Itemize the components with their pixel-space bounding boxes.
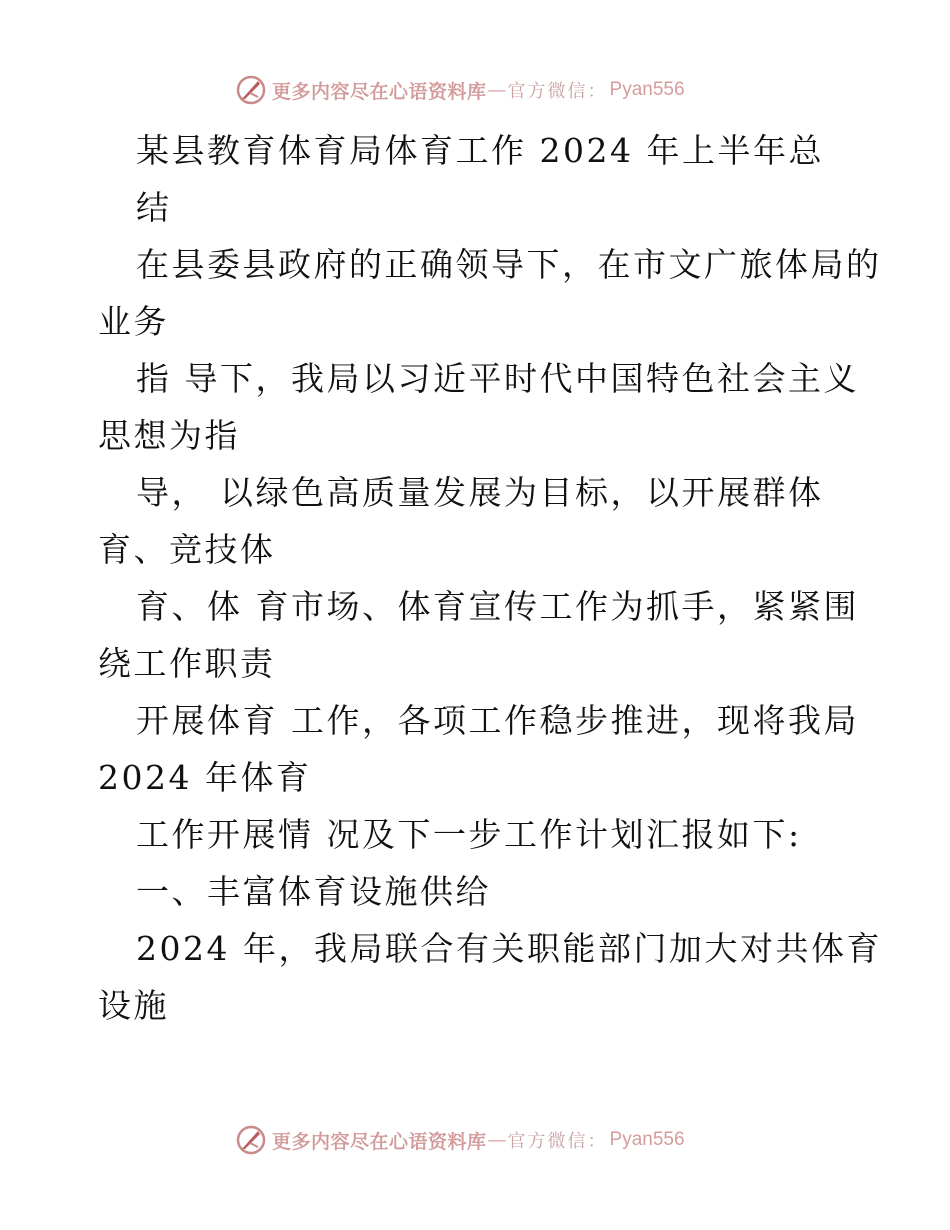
watermark-label: 官方微信： bbox=[507, 1131, 608, 1152]
title-line-2: 结 bbox=[136, 188, 172, 227]
watermark-dash: — bbox=[487, 79, 507, 101]
watermark-label: 官方微信： bbox=[507, 81, 608, 102]
watermark-code: Pyan556 bbox=[609, 1129, 685, 1150]
watermark-site-text: 更多内容尽在心语资料库 bbox=[272, 80, 487, 103]
footer-watermark bbox=[236, 1123, 685, 1157]
paragraph-line: 育、体 育市场、体育宣传工作为抓手，紧紧围 bbox=[136, 587, 859, 626]
paragraph-line: 导， 以绿色高质量发展为目标，以开展群体 bbox=[136, 473, 824, 512]
watermark-site-text: 更多内容尽在心语资料库 bbox=[272, 1130, 487, 1153]
paragraph-line: 业务 bbox=[98, 302, 169, 341]
paragraph-line: 指 导下，我局以习近平时代中国特色社会主义 bbox=[136, 359, 859, 398]
paragraph-line: 开展体育 工作，各项工作稳步推进，现将我局 bbox=[136, 701, 859, 740]
paragraph-line: 工作开展情 况及下一步工作计划汇报如下: bbox=[136, 815, 802, 854]
paragraph-line: 绕工作职责 bbox=[98, 644, 276, 683]
title-line-1: 某县教育体育局体育工作 2024 年上半年总 bbox=[136, 131, 824, 170]
paragraph-line: 2024 年体育 bbox=[98, 758, 312, 797]
paragraph-line: 育、竞技体 bbox=[98, 530, 276, 569]
section-heading: 一、丰富体育设施供给 bbox=[136, 872, 491, 911]
paragraph-line: 2024 年，我局联合有关职能部门加大对共体育 bbox=[136, 929, 882, 968]
paragraph-line: 思想为指 bbox=[98, 416, 240, 455]
quill-pen-circle-icon bbox=[236, 1125, 266, 1155]
watermark-code: Pyan556 bbox=[609, 79, 685, 100]
paragraph-line: 设施 bbox=[98, 986, 169, 1025]
quill-pen-circle-icon bbox=[236, 75, 266, 105]
header-watermark bbox=[236, 73, 685, 107]
document-body bbox=[98, 122, 882, 1034]
paragraph-line: 在县委县政府的正确领导下，在市文广旅体局的 bbox=[136, 245, 882, 284]
watermark-dash: — bbox=[487, 1129, 507, 1151]
